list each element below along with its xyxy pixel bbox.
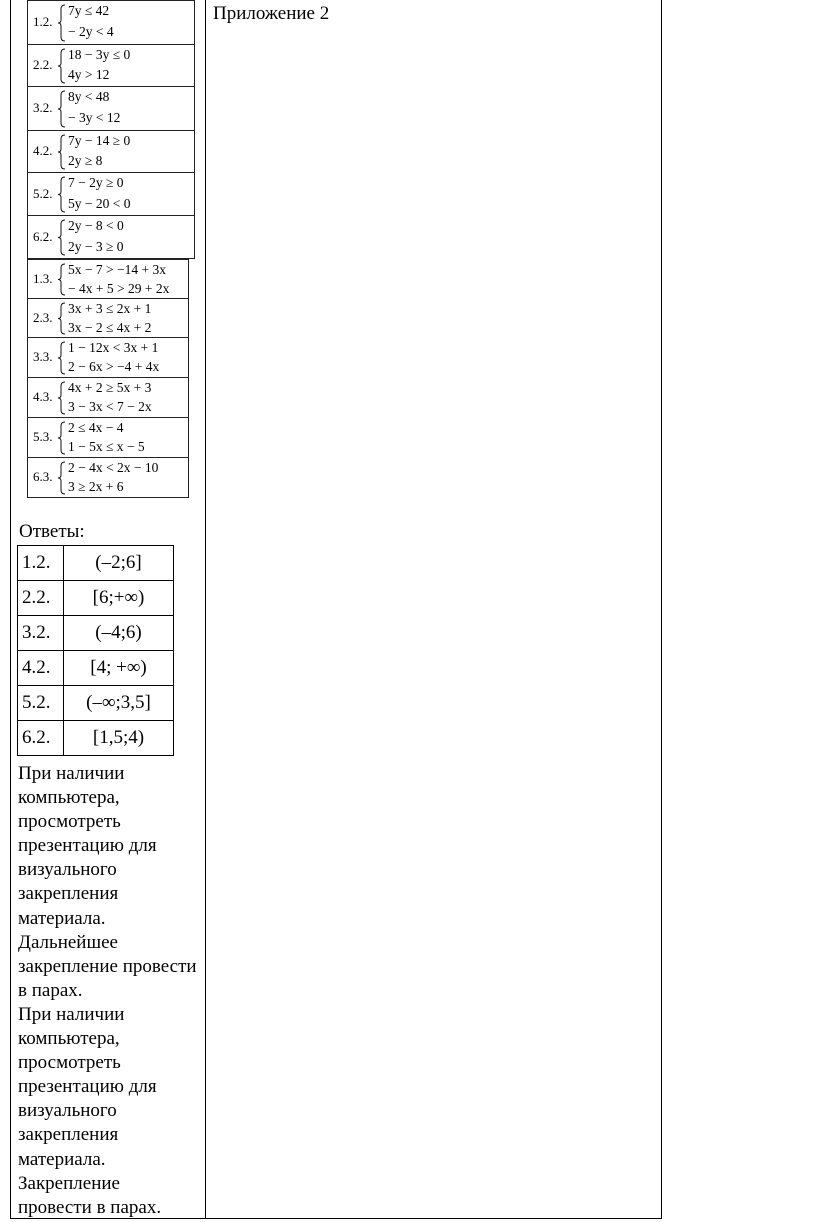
task-number: 2.3. <box>33 309 53 325</box>
inequality-2: − 4x + 5 > 29 + 2x <box>68 280 170 296</box>
task-row <box>27 130 195 173</box>
task-row <box>27 86 195 131</box>
answer-num: 3.2. <box>18 616 64 651</box>
task-row <box>27 457 189 498</box>
system-brace-icon <box>58 341 66 375</box>
table-row <box>18 616 174 651</box>
inequality-1: 2y − 8 < 0 <box>68 218 124 233</box>
table-row <box>18 686 174 721</box>
system-brace-icon <box>58 90 66 128</box>
system-brace-icon <box>58 48 66 84</box>
answer-num: 5.2. <box>18 686 64 721</box>
system-brace-icon <box>58 381 66 415</box>
task-row <box>27 259 189 299</box>
answer-value: [1,5;4) <box>64 721 174 756</box>
inequality-1: 8y < 48 <box>68 89 110 104</box>
instruction-paragraph: При наличии компьютера, просмотреть презентацию для визуального закрепления материала. Дальнейшее закрепление провести в парах. <box>18 763 197 1001</box>
answer-num: 6.2. <box>18 721 64 756</box>
answer-value: (–2;6] <box>64 546 174 581</box>
inequality-1: 2 − 4x < 2x − 10 <box>68 460 159 475</box>
task-number: 1.2. <box>33 14 53 29</box>
system-brace-icon <box>58 421 66 455</box>
answer-value: (–∞;3,5] <box>64 686 174 721</box>
inequality-2: 4y > 12 <box>68 67 110 82</box>
inequality-2: − 3y < 12 <box>68 110 121 125</box>
task-row <box>27 337 189 378</box>
instructions-text <box>18 762 198 1220</box>
system-brace-icon <box>58 219 66 256</box>
inequality-1: 4x + 2 ≥ 5x + 3 <box>68 380 152 395</box>
inequality-2: 5y − 20 < 0 <box>68 195 131 211</box>
inequality-2: 3 − 3x < 7 − 2x <box>68 399 152 414</box>
task-row <box>27 377 189 418</box>
table-row <box>18 651 174 686</box>
inequality-1: 5x − 7 > −14 + 3x <box>68 262 166 277</box>
system-brace-icon <box>58 302 66 335</box>
answers-label: Ответы: <box>19 521 85 542</box>
inequality-1: 7 − 2y ≥ 0 <box>68 175 124 190</box>
task-row <box>27 44 195 87</box>
answer-value: (–4;6) <box>64 616 174 651</box>
task-number: 5.3. <box>33 429 53 444</box>
task-number: 2.2. <box>33 57 53 72</box>
inequality-1: 7y − 14 ≥ 0 <box>68 133 131 148</box>
task-number: 3.3. <box>33 349 53 364</box>
inequality-2: 3x − 2 ≤ 4x + 2 <box>68 319 152 335</box>
inequality-1: 3x + 3 ≤ 2x + 1 <box>68 301 152 316</box>
table-row <box>18 581 174 616</box>
inequality-2: − 2y < 4 <box>68 24 114 39</box>
column-divider <box>205 0 206 1218</box>
instruction-paragraph: При наличии компьютера, просмотреть презентацию для визуального закрепления материала. Закрепление провести в парах. <box>18 1003 162 1218</box>
answer-value: [4; +∞) <box>64 651 174 686</box>
answer-num: 4.2. <box>18 651 64 686</box>
task-row <box>27 0 195 45</box>
inequality-1: 2 ≤ 4x − 4 <box>68 420 124 435</box>
task-number: 3.2. <box>33 100 53 115</box>
task-number: 1.3. <box>33 270 53 286</box>
system-brace-icon <box>58 4 66 42</box>
appendix-label: Приложение 2 <box>213 3 330 24</box>
inequality-2: 1 − 5x ≤ x − 5 <box>68 439 145 454</box>
task-row <box>27 298 189 338</box>
task-row <box>27 417 189 458</box>
answers-table <box>17 545 174 756</box>
inequality-1: 18 − 3y ≤ 0 <box>68 47 131 62</box>
answer-value: [6;+∞) <box>64 581 174 616</box>
inequality-1: 1 − 12x < 3x + 1 <box>68 340 159 355</box>
inequality-2: 2y ≥ 8 <box>68 153 103 168</box>
table-row <box>18 721 174 756</box>
task-number: 6.3. <box>33 469 53 484</box>
inequality-2: 2y − 3 ≥ 0 <box>68 238 124 254</box>
task-row <box>27 172 195 216</box>
inequality-2: 3 ≥ 2x + 6 <box>68 479 124 494</box>
inequality-2: 2 − 6x > −4 + 4x <box>68 359 160 374</box>
task-number: 4.2. <box>33 143 53 158</box>
answer-num: 1.2. <box>18 546 64 581</box>
inequality-1: 7y ≤ 42 <box>68 3 110 18</box>
task-number: 6.2. <box>33 228 53 244</box>
task-row <box>27 215 195 259</box>
system-brace-icon <box>58 461 66 495</box>
answer-num: 2.2. <box>18 581 64 616</box>
system-brace-icon <box>58 176 66 213</box>
system-brace-icon <box>58 134 66 170</box>
system-brace-icon <box>58 263 66 296</box>
task-number: 5.2. <box>33 185 53 201</box>
table-row <box>18 546 174 581</box>
task-number: 4.3. <box>33 389 53 404</box>
